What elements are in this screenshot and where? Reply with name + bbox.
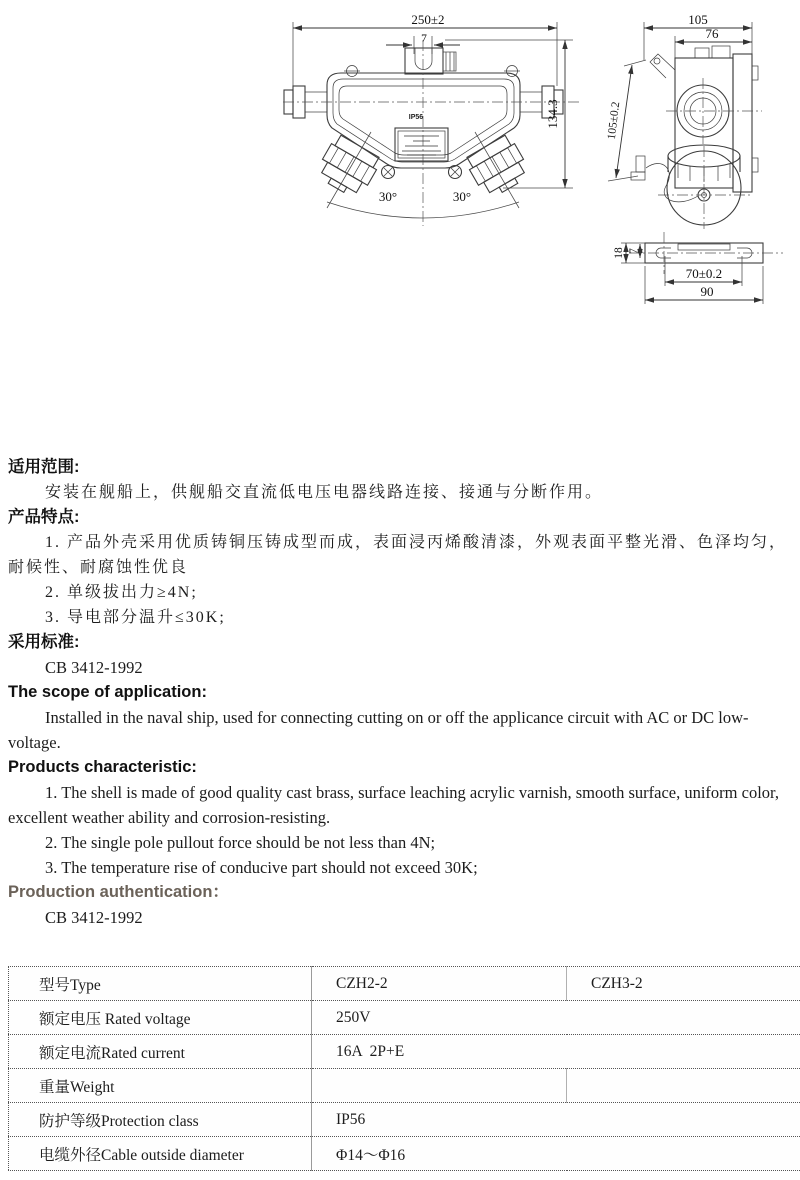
cn-standard-heading: 采用标准: [8,633,80,651]
side-dim-total-label: 105 [688,12,708,27]
row-label: 型号Type [9,967,312,1001]
row-label: 重量Weight [9,1069,312,1103]
row-value-2 [567,1069,800,1103]
row-value-1: Φ14～Φ16 [312,1137,567,1171]
cn-features-heading: 产品特点: [8,508,80,526]
bracket-dim-length-label: 90 [700,284,714,299]
right-socket [463,133,532,201]
en-auth-heading: Production authentication： [8,883,229,901]
row-label: 电缆外径Cable outside diameter [9,1137,312,1171]
front-view-drawing [283,12,585,238]
en-auth-value: CB 3412-1992 [45,908,143,927]
cn-feature-2: 2. 单级拔出力≥4N; [45,584,198,601]
front-dim-seven-label: 7 [421,33,427,45]
bracket-dim-span-label: 70±0.2 [685,266,723,281]
front-dim-height-label: 134.3 [545,99,560,129]
row-value-2: CZH3-2 [567,967,800,1001]
row-value-1: 16A 2P+E [312,1035,567,1069]
row-value-1: CZH2-2 [312,967,567,1001]
row-label: 额定电流Rated current [9,1035,312,1069]
bracket-dim-thickness-label: 18 [613,247,625,259]
table-row-protection [9,1103,800,1137]
en-feature-2: 2. The single pole pullout force should be not less than 4N; [45,833,436,852]
cn-scope-text: 安装在舰船上，供舰船交直流低电压电器线路连接、接通与分断作用。 [45,484,604,501]
lid-screws [344,66,520,77]
connector-body [327,73,520,168]
bracket-view-drawing [615,228,795,323]
row-value-1: IP56 [312,1103,567,1137]
en-features-heading: Products characteristic: [8,758,197,776]
ip-rating-label: IP56 [408,114,424,121]
en-scope-text: Installed in the naval ship, used for connecting cutting on or off the applicance circuit with AC or DC low-voltage. [8,708,749,752]
left-socket [313,133,382,201]
front-dim-width-label: 250±2 [411,12,445,27]
front-angle-left-label: 30° [378,189,398,204]
en-scope-heading: The scope of application: [8,683,207,701]
nameplate [395,128,448,161]
side-socket-drum [658,145,750,229]
table-row-weight [9,1069,800,1103]
side-gland [666,78,762,144]
en-feature-3: 3. The temperature rise of conducive part should not exceed 30K; [45,858,478,877]
en-feature-1: 1. The shell is made of good quality cast brass, surface leaching acrylic varnish, smooth surface, uniform color, excellent weather ability and corrosion-resisting. [8,783,779,827]
row-label: 额定电压 Rated voltage [9,1001,312,1035]
row-value-2 [567,1103,800,1137]
row-value-1: 250V [312,1001,567,1035]
table-row-type [9,967,800,1001]
cn-feature-3: 3. 导电部分温升≤30K; [45,609,226,626]
side-dim-height-label: 105±0.2 [605,101,623,141]
table-row-current [9,1035,800,1069]
table-row-voltage [9,1001,800,1035]
cn-feature-1: 1. 产品外壳采用优质铸铜压铸成型而成，表面浸丙烯酸清漆，外观表面平整光滑、色泽均匀，耐候性、耐腐蚀性优良 [8,534,788,576]
row-value-2 [567,1001,800,1035]
text-content [8,455,792,930]
cn-scope-heading: 适用范围: [8,458,80,476]
cn-standard-value: CB 3412-1992 [45,658,143,677]
front-angle-right-label: 30° [452,189,472,204]
row-label: 防护等级Protection class [9,1103,312,1137]
row-value-2 [567,1137,800,1171]
side-view-drawing [600,8,795,230]
top-bracket [405,48,456,74]
side-dim-inner-label: 76 [705,26,719,41]
table-row-cable [9,1137,800,1171]
row-value-2 [567,1035,800,1069]
spec-table [8,966,800,1171]
bracket-dim-slot-label: 7 [628,248,640,254]
row-value-1 [312,1069,567,1103]
